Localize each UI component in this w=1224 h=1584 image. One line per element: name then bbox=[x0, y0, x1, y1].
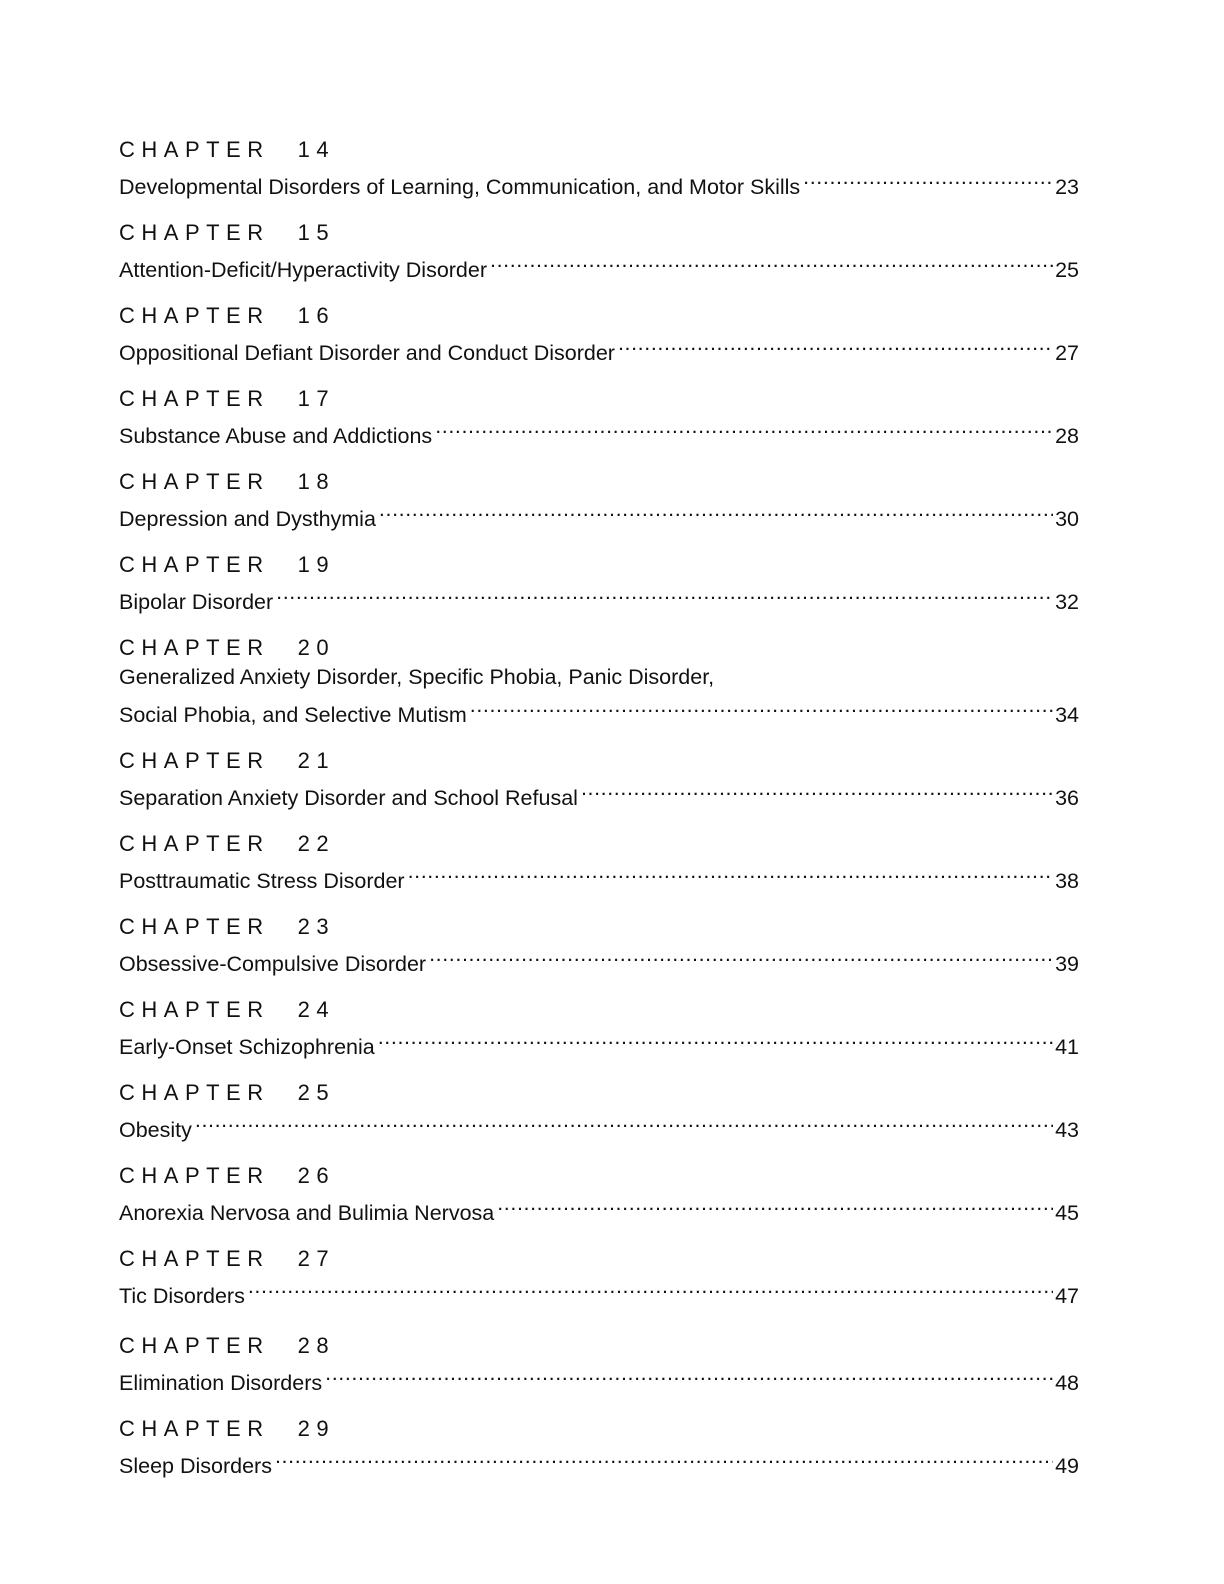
chapter-word: CHAPTER bbox=[119, 914, 270, 939]
page-number: 30 bbox=[1055, 507, 1079, 531]
chapter-word: CHAPTER bbox=[119, 1416, 270, 1441]
chapter-word: CHAPTER bbox=[119, 303, 270, 328]
chapter-number: 18 bbox=[297, 469, 336, 494]
toc-entry-chapter-24 bbox=[119, 996, 1079, 1059]
chapter-heading bbox=[119, 1079, 1079, 1107]
toc-line[interactable] bbox=[119, 1273, 1079, 1308]
chapter-heading bbox=[119, 634, 1079, 662]
chapter-word: CHAPTER bbox=[119, 137, 270, 162]
chapter-title: Oppositional Defiant Disorder and Conduct Disorder bbox=[119, 341, 615, 365]
chapter-title: Obsessive-Compulsive Disorder bbox=[119, 952, 427, 976]
chapter-number: 29 bbox=[297, 1416, 336, 1441]
toc-line[interactable] bbox=[119, 247, 1079, 282]
chapter-title-line-1: Generalized Anxiety Disorder, Specific Phobia, Panic Disorder, bbox=[119, 665, 715, 689]
chapter-title: Obesity bbox=[119, 1118, 192, 1142]
chapter-number: 25 bbox=[297, 1080, 336, 1105]
toc-entry-chapter-28 bbox=[119, 1332, 1079, 1395]
toc-entry-chapter-15 bbox=[119, 219, 1079, 282]
dot-leader bbox=[581, 775, 1053, 805]
dot-leader bbox=[490, 247, 1053, 277]
toc-entry-chapter-29 bbox=[119, 1415, 1079, 1478]
toc-entry-chapter-23 bbox=[119, 913, 1079, 976]
chapter-word: CHAPTER bbox=[119, 1163, 270, 1188]
dot-leader bbox=[435, 413, 1053, 443]
page-number: 39 bbox=[1055, 952, 1079, 976]
toc-entry-chapter-26 bbox=[119, 1162, 1079, 1225]
chapter-heading bbox=[119, 747, 1079, 775]
dot-leader bbox=[497, 1190, 1053, 1220]
toc-line[interactable] bbox=[119, 858, 1079, 893]
dot-leader bbox=[378, 1024, 1053, 1054]
chapter-number: 27 bbox=[297, 1246, 336, 1271]
chapter-title: Posttraumatic Stress Disorder bbox=[119, 869, 405, 893]
toc-entry-chapter-27 bbox=[119, 1245, 1079, 1308]
chapter-title: Substance Abuse and Addictions bbox=[119, 424, 433, 448]
chapter-word: CHAPTER bbox=[119, 1246, 270, 1271]
dot-leader bbox=[429, 941, 1053, 971]
page-number: 41 bbox=[1055, 1035, 1079, 1059]
chapter-heading bbox=[119, 302, 1079, 330]
page-number: 32 bbox=[1055, 590, 1079, 614]
toc-line[interactable] bbox=[119, 775, 1079, 810]
chapter-heading bbox=[119, 830, 1079, 858]
dot-leader bbox=[248, 1273, 1053, 1303]
toc-line[interactable] bbox=[119, 1443, 1079, 1478]
chapter-heading bbox=[119, 136, 1079, 164]
toc-entry-chapter-20 bbox=[119, 634, 1079, 727]
dot-leader bbox=[618, 330, 1053, 360]
toc-line[interactable] bbox=[119, 941, 1079, 976]
toc-entry-chapter-14 bbox=[119, 136, 1079, 199]
chapter-word: CHAPTER bbox=[119, 1080, 270, 1105]
chapter-heading bbox=[119, 551, 1079, 579]
chapter-heading bbox=[119, 913, 1079, 941]
chapter-title: Separation Anxiety Disorder and School Refusal bbox=[119, 786, 578, 810]
chapter-title: Developmental Disorders of Learning, Communication, and Motor Skills bbox=[119, 175, 801, 199]
page-number: 43 bbox=[1055, 1118, 1079, 1142]
dot-leader bbox=[408, 858, 1054, 888]
toc-entry-chapter-17 bbox=[119, 385, 1079, 448]
chapter-heading bbox=[119, 468, 1079, 496]
page-number: 36 bbox=[1055, 786, 1079, 810]
toc-line[interactable] bbox=[119, 413, 1079, 448]
chapter-number: 15 bbox=[297, 220, 336, 245]
chapter-word: CHAPTER bbox=[119, 831, 270, 856]
toc-entry-chapter-25 bbox=[119, 1079, 1079, 1142]
chapter-number: 20 bbox=[297, 635, 336, 660]
table-of-contents bbox=[119, 136, 1079, 1478]
chapter-title: Bipolar Disorder bbox=[119, 590, 274, 614]
page-number: 48 bbox=[1055, 1371, 1079, 1395]
page-number: 28 bbox=[1055, 424, 1079, 448]
chapter-title: Early-Onset Schizophrenia bbox=[119, 1035, 375, 1059]
chapter-word: CHAPTER bbox=[119, 1333, 270, 1358]
chapter-heading bbox=[119, 1332, 1079, 1360]
chapter-title: Social Phobia, and Selective Mutism bbox=[119, 703, 467, 727]
chapter-word: CHAPTER bbox=[119, 552, 270, 577]
page-number: 47 bbox=[1055, 1284, 1079, 1308]
toc-line[interactable] bbox=[119, 164, 1079, 199]
chapter-number: 26 bbox=[297, 1163, 336, 1188]
chapter-heading bbox=[119, 996, 1079, 1024]
toc-entry-chapter-18 bbox=[119, 468, 1079, 531]
chapter-word: CHAPTER bbox=[119, 386, 270, 411]
dot-leader bbox=[325, 1360, 1053, 1390]
chapter-word: CHAPTER bbox=[119, 997, 270, 1022]
chapter-number: 17 bbox=[297, 386, 336, 411]
chapter-title: Attention-Deficit/Hyperactivity Disorder bbox=[119, 258, 488, 282]
chapter-word: CHAPTER bbox=[119, 748, 270, 773]
toc-line[interactable] bbox=[119, 330, 1079, 365]
chapter-title: Sleep Disorders bbox=[119, 1454, 272, 1478]
chapter-heading bbox=[119, 1245, 1079, 1273]
dot-leader bbox=[803, 164, 1053, 194]
dot-leader bbox=[470, 692, 1053, 722]
chapter-number: 19 bbox=[297, 552, 336, 577]
page-number: 49 bbox=[1055, 1454, 1079, 1478]
chapter-number: 23 bbox=[297, 914, 336, 939]
page-number: 34 bbox=[1055, 703, 1079, 727]
chapter-word: CHAPTER bbox=[119, 469, 270, 494]
chapter-heading bbox=[119, 1162, 1079, 1190]
chapter-title: Tic Disorders bbox=[119, 1284, 245, 1308]
toc-line[interactable] bbox=[119, 579, 1079, 614]
page-number: 25 bbox=[1055, 258, 1079, 282]
toc-line[interactable] bbox=[119, 1360, 1079, 1395]
chapter-word: CHAPTER bbox=[119, 220, 270, 245]
page-number: 38 bbox=[1055, 869, 1079, 893]
chapter-number: 22 bbox=[297, 831, 336, 856]
chapter-title: Elimination Disorders bbox=[119, 1371, 323, 1395]
toc-entry-chapter-22 bbox=[119, 830, 1079, 893]
chapter-heading bbox=[119, 1415, 1079, 1443]
page-number: 23 bbox=[1055, 175, 1079, 199]
toc-line[interactable] bbox=[119, 692, 1079, 727]
chapter-number: 21 bbox=[297, 748, 336, 773]
dot-leader bbox=[195, 1107, 1053, 1137]
toc-line[interactable] bbox=[119, 496, 1079, 531]
toc-entry-chapter-16 bbox=[119, 302, 1079, 365]
toc-entry-chapter-19 bbox=[119, 551, 1079, 614]
chapter-number: 24 bbox=[297, 997, 336, 1022]
dot-leader bbox=[276, 579, 1053, 609]
chapter-number: 14 bbox=[297, 137, 336, 162]
page-number: 45 bbox=[1055, 1201, 1079, 1225]
chapter-heading bbox=[119, 219, 1079, 247]
chapter-title: Depression and Dysthymia bbox=[119, 507, 376, 531]
toc-entry-chapter-21 bbox=[119, 747, 1079, 810]
toc-line[interactable] bbox=[119, 1190, 1079, 1225]
chapter-title: Anorexia Nervosa and Bulimia Nervosa bbox=[119, 1201, 495, 1225]
chapter-number: 16 bbox=[297, 303, 336, 328]
chapter-number: 28 bbox=[297, 1333, 336, 1358]
toc-line[interactable] bbox=[119, 1107, 1079, 1142]
chapter-heading bbox=[119, 385, 1079, 413]
page-number: 27 bbox=[1055, 341, 1079, 365]
dot-leader bbox=[379, 496, 1053, 526]
dot-leader bbox=[275, 1443, 1053, 1473]
chapter-word: CHAPTER bbox=[119, 635, 270, 660]
toc-line[interactable] bbox=[119, 1024, 1079, 1059]
